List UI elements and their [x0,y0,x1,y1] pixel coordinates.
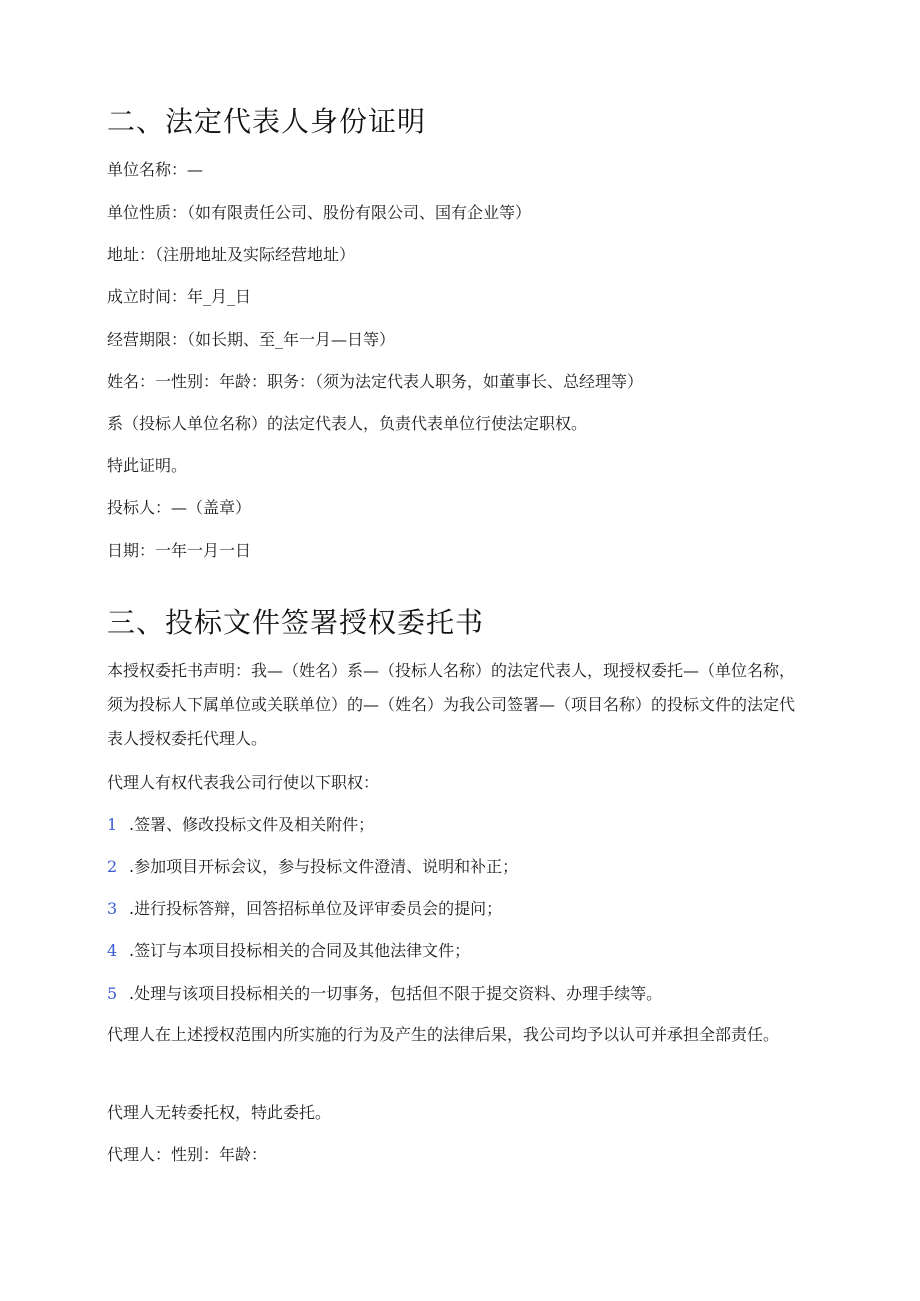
section-3-heading: 三、投标文件签署授权委托书 [107,606,485,639]
list-item [107,899,502,919]
established-line: 成立时间：年_月_日 [107,287,252,306]
list-item [107,857,518,877]
no-transfer-line: 代理人无转委托权，特此委托。 [107,1103,332,1122]
powers-intro: 代理人有权代表我公司行使以下职权： [107,773,380,792]
section-2-heading: 二、法定代表人身份证明 [107,105,427,138]
list-item-number: 4 [107,941,118,960]
list-item-number: 1 [107,815,118,834]
liability-statement: 代理人在上述授权范围内所实施的行为及产生的法律后果，我公司均予以认可并承担全部责任。 [107,1025,780,1044]
list-item-text: .进行投标答辩，回答招标单位及评审委员会的提问； [129,899,503,918]
address-line: 地址：（注册地址及实际经营地址） [107,245,356,264]
list-item-text: .参加项目开标会议，参与投标文件澄清、说明和补正； [129,857,519,876]
list-item-number: 2 [107,857,118,876]
list-item [107,815,374,835]
person-line: 姓名：一性别：年龄：职务：（须为法定代表人职务，如董事长、总经理等） [107,372,644,391]
list-item-text: .处理与该项目投标相关的一切事务，包括但不限于提交资料、办理手续等。 [129,984,663,1003]
list-item-number: 3 [107,899,118,918]
certify-line: 特此证明。 [107,456,188,475]
list-item-text: .签署、修改投标文件及相关附件； [129,815,375,834]
representative-statement: 系（投标人单位名称）的法定代表人，负责代表单位行使法定职权。 [107,414,588,433]
agent-info-line: 代理人：性别：年龄： [107,1145,268,1164]
list-item-text: .签订与本项目投标相关的合同及其他法律文件； [129,941,471,960]
list-item-number: 5 [107,984,118,1003]
list-item [107,941,470,961]
term-line: 经营期限：（如长期、至_年一月—日等） [107,330,396,349]
unit-name-line: 单位名称：— [107,160,204,179]
date-line: 日期：一年一月一日 [107,541,252,560]
unit-nature-line: 单位性质：（如有限责任公司、股份有限公司、国有企业等） [107,203,532,222]
bidder-line: 投标人：—（盖章） [107,498,252,517]
authorization-intro: 本授权委托书声明：我—（姓名）系—（投标人名称）的法定代表人，现授权委托—（单位名称，须为投标人下属单位或关联单位）的—（姓名）为我公司签署—（项目名称）的投标文件的法定代表人授权委托代理人。 [107,661,796,748]
list-item [107,984,662,1004]
